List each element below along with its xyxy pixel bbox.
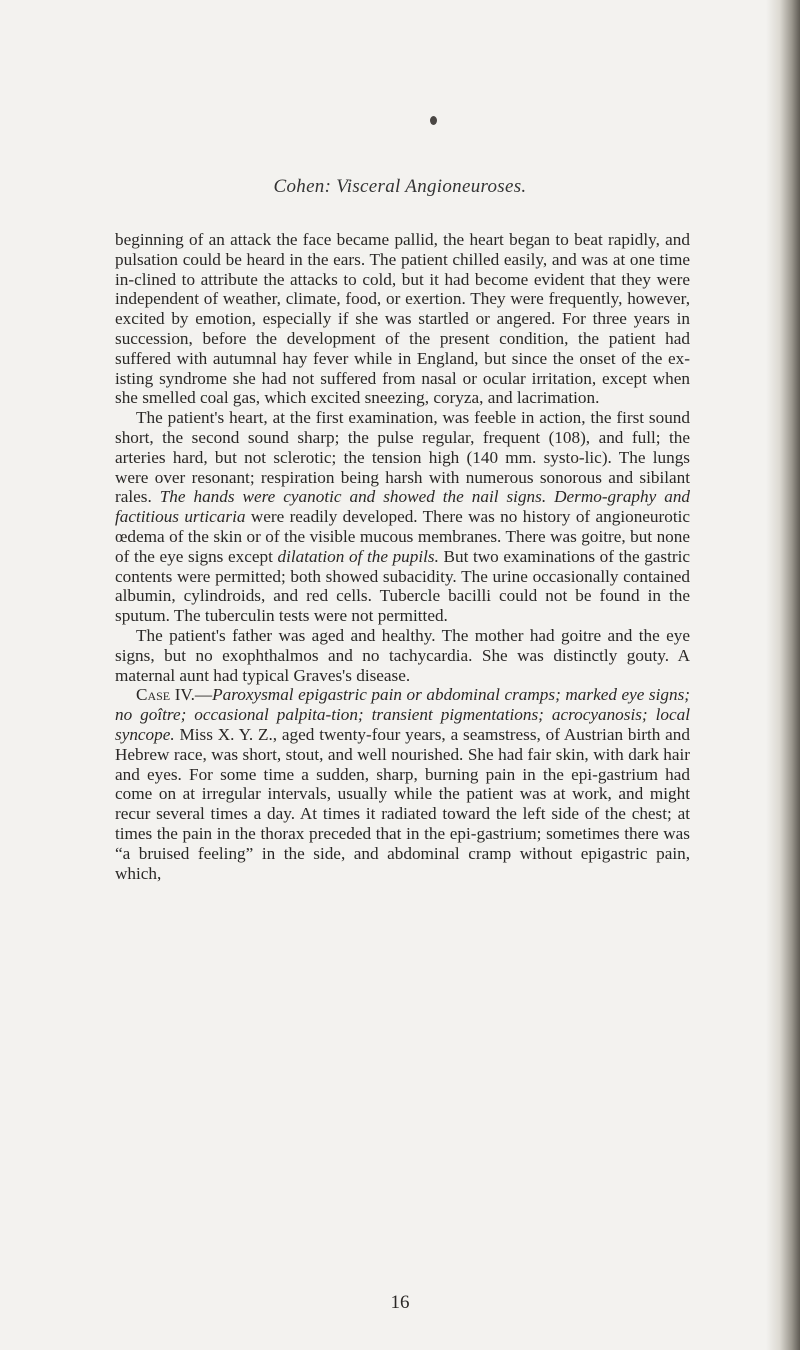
body-text (115, 230, 690, 883)
page-edge-shadow (766, 0, 800, 1350)
case-label: Case (136, 685, 171, 705)
paragraph-2-italic-b: The hands were cyanotic and showed the nail signs. Dermo-graphy and factitious urticaria (115, 487, 691, 527)
paragraph-2-italic-d: dilatation of the pupils. (277, 546, 439, 566)
paragraph-2-text-e: But two examinations of the gastric contents were permitted; both showed subacidity. The urine occasionally contained albumin, cylindroids, and red cells. Tubercle bacilli could not be found in the sputum. The tuberculin tests were not permitted. (115, 546, 691, 626)
running-head: Cohen: Visceral Angioneuroses. (273, 176, 527, 197)
case-title: Paroxysmal epigastric pain or abdominal cramps; marked eye signs; no goître; occasional palpita-tion; transient pigmentations; acrocyanosis; local syncope. (115, 685, 690, 744)
paragraph-3: The patient's father was aged and healthy. The mother had goitre and the eye signs, but no exophthalmos and no tachycardia. She was distinctly gouty. A maternal aunt had typical Graves's disease. (115, 625, 690, 685)
paragraph-4 (115, 685, 690, 883)
case-text: Miss X. Y. Z., aged twenty-four years, a seamstress, of Austrian birth and Hebrew race, was short, stout, and well nourished. She had fair skin, with dark hair and eyes. For some time a sudden, sharp, burning pain in the epi-gastrium had come on at irregular intervals, usually while the patient was at work, and might recur several times a day. At times it radiated toward the left side of the chest; at times the pain in the thorax preceded that in the epi-gastrium; sometimes there was “a bruised feeling” in the side, and abdominal cramp without epigastric pain, which, (115, 724, 690, 883)
paragraph-2-text-a: The patient's heart, at the first examination, was feeble in action, the first sound short, the second sound sharp; the pulse regular, frequent (108), and full; the arteries hard, but not sclerotic; the tension high (140 mm. systo-lic). The lungs were over resonant; respiration being harsh with numerous sonorous and sibilant rales. (115, 408, 690, 507)
ink-spot (430, 116, 437, 125)
paragraph-1: beginning of an attack the face became pallid, the heart began to beat rapidly, and pulsation could be heard in the ears. The patient chilled easily, and was at one time in-clined to attribute the attacks to cold, but it had become evident that they were independent of weather, climate, food, or exertion. They were frequently, however, excited by emotion, especially if she was startled or angered. For three years in succession, before the development of the present condition, the patient had suffered with autumnal hay fever while in England, but since the onset of the ex-isting syndrome she had not suffered from nasal or ocular irritation, except when she smelled coal gas, which excited sneezing, coryza, and lacrimation. (115, 230, 690, 408)
page-number: 16 (390, 1292, 410, 1313)
paragraph-2-text-c: were readily developed. There was no history of angioneurotic œdema of the skin or of the visible mucous membranes. There was goitre, but none of the eye signs except (115, 507, 691, 566)
case-number: IV.— (174, 685, 213, 705)
paragraph-2 (115, 408, 690, 626)
